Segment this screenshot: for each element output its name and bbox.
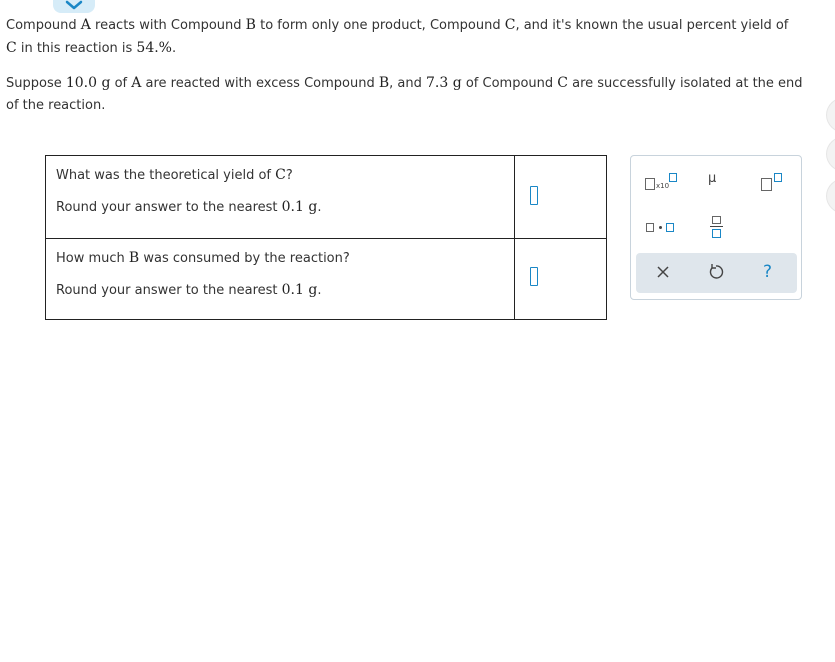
text: . bbox=[317, 200, 322, 215]
compound-symbol: C bbox=[557, 75, 568, 91]
text: Suppose bbox=[6, 76, 66, 91]
answer-input[interactable] bbox=[530, 186, 538, 205]
compound-symbol: B bbox=[245, 17, 256, 33]
side-tool-button[interactable] bbox=[826, 136, 835, 172]
chevron-down-icon bbox=[65, 0, 83, 10]
x10-label: x10 bbox=[656, 182, 670, 190]
percent-yield-value: 54.% bbox=[136, 40, 172, 56]
text: . bbox=[172, 41, 177, 56]
question-cell bbox=[56, 247, 506, 301]
compound-symbol: C bbox=[504, 17, 516, 33]
text: Compound bbox=[6, 18, 81, 33]
micro-prefix-icon[interactable]: μ bbox=[708, 171, 717, 186]
undo-icon[interactable] bbox=[708, 263, 726, 281]
superscript-icon[interactable] bbox=[759, 172, 785, 194]
help-icon[interactable]: ? bbox=[763, 262, 773, 282]
text: of the reaction. bbox=[6, 98, 106, 113]
question-text bbox=[56, 247, 506, 269]
rounding-instruction bbox=[56, 279, 506, 301]
text: Round your answer to the nearest bbox=[56, 283, 282, 298]
compound-symbol: A bbox=[131, 75, 142, 91]
text: How much bbox=[56, 251, 129, 266]
text: . bbox=[317, 283, 322, 298]
side-tool-button[interactable] bbox=[826, 178, 835, 214]
text: of bbox=[110, 76, 132, 91]
multiply-dot-icon[interactable] bbox=[645, 220, 679, 236]
text: was consumed by the reaction? bbox=[139, 251, 350, 266]
text: ? bbox=[285, 168, 293, 183]
precision-value: 0.1 g bbox=[281, 199, 318, 215]
scientific-notation-icon[interactable] bbox=[643, 170, 679, 196]
compound-symbol: C bbox=[275, 167, 286, 183]
text: , and it's known the usual percent yield of bbox=[515, 18, 789, 33]
text: of Compound bbox=[461, 76, 558, 91]
precision-value: 0.1 g bbox=[281, 282, 318, 298]
text: are reacted with excess Compound bbox=[141, 76, 379, 91]
fraction-icon[interactable] bbox=[709, 214, 725, 242]
question-row bbox=[46, 156, 606, 239]
compound-symbol: C bbox=[6, 40, 17, 56]
text: reacts with Compound bbox=[90, 18, 246, 33]
text: are successfully isolated at the end bbox=[567, 76, 803, 91]
side-tool-button[interactable] bbox=[826, 97, 835, 133]
question-text bbox=[56, 164, 506, 186]
question-cell bbox=[56, 164, 506, 218]
collapse-tab[interactable] bbox=[53, 0, 95, 13]
column-divider bbox=[514, 156, 515, 319]
text: to form only one product, Compound bbox=[255, 18, 505, 33]
answer-input[interactable] bbox=[530, 267, 538, 286]
problem-given bbox=[6, 72, 821, 117]
text: Round your answer to the nearest bbox=[56, 200, 282, 215]
question-table bbox=[45, 155, 607, 320]
text: What was the theoretical yield of bbox=[56, 168, 276, 183]
compound-symbol: B bbox=[378, 75, 390, 91]
math-palette bbox=[630, 155, 802, 300]
text: , and bbox=[389, 76, 427, 91]
problem-statement bbox=[6, 14, 821, 60]
compound-symbol: B bbox=[128, 250, 140, 266]
palette-footer bbox=[636, 253, 797, 293]
question-row bbox=[46, 239, 606, 321]
mass-value: 7.3 g bbox=[426, 75, 462, 91]
mass-value: 10.0 g bbox=[65, 75, 111, 91]
rounding-instruction bbox=[56, 196, 506, 218]
compound-symbol: A bbox=[80, 17, 91, 33]
clear-icon[interactable] bbox=[656, 264, 672, 280]
text: in this reaction is bbox=[16, 41, 137, 56]
